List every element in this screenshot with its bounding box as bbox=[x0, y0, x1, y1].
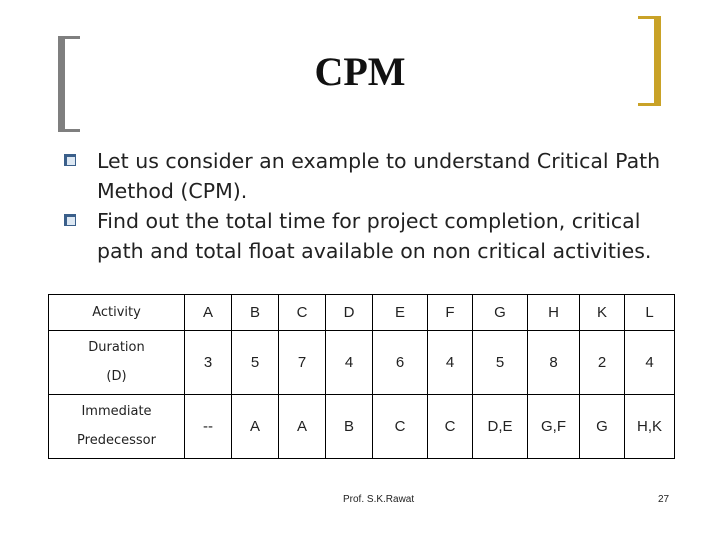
row-header-line: (D) bbox=[106, 369, 127, 384]
table-cell: K bbox=[580, 295, 625, 331]
table-cell: 7 bbox=[279, 331, 326, 395]
table-row-activity bbox=[49, 295, 675, 331]
bullet-item bbox=[62, 146, 682, 206]
activity-table bbox=[48, 294, 675, 459]
row-header-line: Duration bbox=[88, 340, 145, 355]
table-cell: B bbox=[326, 395, 373, 459]
table-cell: 8 bbox=[528, 331, 580, 395]
row-header-predecessor bbox=[49, 395, 185, 459]
footer-author: Prof. S.K.Rawat bbox=[343, 494, 415, 505]
table-cell: 3 bbox=[185, 331, 232, 395]
row-header-duration bbox=[49, 331, 185, 395]
bullet-text: Find out the total time for project completion, critical path and total float available on non critical activities. bbox=[97, 209, 652, 263]
table-cell: 5 bbox=[473, 331, 528, 395]
page-number: 27 bbox=[658, 494, 670, 505]
table-cell: D,E bbox=[473, 395, 528, 459]
table-cell: C bbox=[373, 395, 428, 459]
table-cell: E bbox=[373, 295, 428, 331]
table-cell: G,F bbox=[528, 395, 580, 459]
table-cell: A bbox=[232, 395, 279, 459]
table-cell: B bbox=[232, 295, 279, 331]
row-header-activity: Activity bbox=[49, 295, 185, 331]
table-cell: C bbox=[428, 395, 473, 459]
slide-title: CPM bbox=[314, 49, 406, 94]
table-row-duration bbox=[49, 331, 675, 395]
table-cell: H bbox=[528, 295, 580, 331]
bullet-box-icon bbox=[64, 154, 76, 166]
bullet-box-icon bbox=[64, 214, 76, 226]
table-cell: C bbox=[279, 295, 326, 331]
table-cell: H,K bbox=[625, 395, 675, 459]
table-cell: -- bbox=[185, 395, 232, 459]
table-cell: 4 bbox=[326, 331, 373, 395]
table-cell: 4 bbox=[625, 331, 675, 395]
table-cell: F bbox=[428, 295, 473, 331]
bullet-list bbox=[62, 146, 682, 266]
table-cell: 2 bbox=[580, 331, 625, 395]
table-cell: L bbox=[625, 295, 675, 331]
row-header-line: Predecessor bbox=[77, 433, 156, 448]
table-cell: A bbox=[279, 395, 326, 459]
table-row-predecessor bbox=[49, 395, 675, 459]
row-header-line: Immediate bbox=[81, 404, 152, 419]
table-cell: A bbox=[185, 295, 232, 331]
table-cell: G bbox=[473, 295, 528, 331]
table-cell: 4 bbox=[428, 331, 473, 395]
bullet-item bbox=[62, 206, 682, 266]
table-cell: D bbox=[326, 295, 373, 331]
table-cell: G bbox=[580, 395, 625, 459]
table-cell: 5 bbox=[232, 331, 279, 395]
bullet-text: Let us consider an example to understand Critical Path Method (CPM). bbox=[97, 149, 661, 203]
table-cell: 6 bbox=[373, 331, 428, 395]
